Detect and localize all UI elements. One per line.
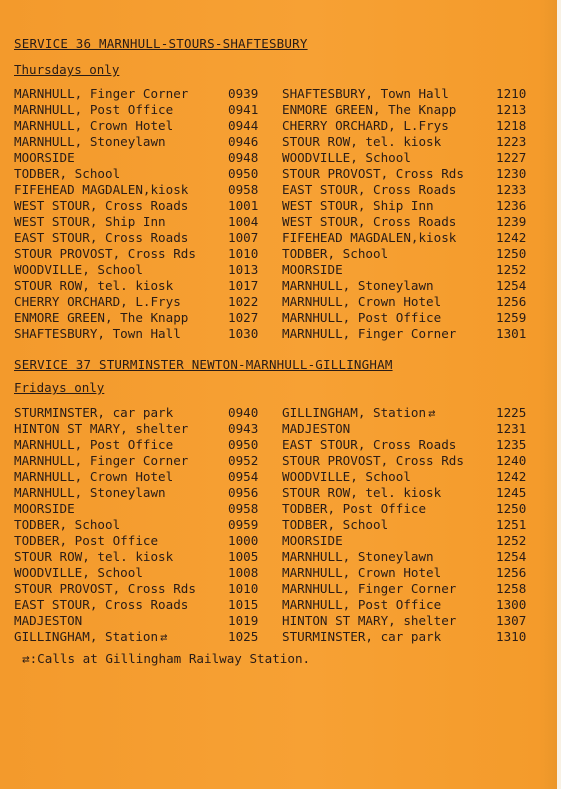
outbound-stop-text: STURMINSTER, car park bbox=[14, 405, 174, 420]
outbound-stop bbox=[14, 310, 188, 325]
outbound-time-text: 1025 bbox=[228, 629, 259, 644]
return-time bbox=[496, 501, 526, 516]
return-stop-text: STOUR PROVOST, Cross Rds bbox=[282, 453, 464, 468]
return-stop bbox=[282, 262, 343, 277]
return-stop bbox=[282, 453, 464, 468]
return-stop bbox=[282, 405, 435, 420]
return-stop bbox=[282, 118, 449, 133]
outbound-time bbox=[228, 549, 258, 564]
outbound-time-text: 0959 bbox=[228, 517, 259, 532]
return-stop bbox=[282, 278, 434, 293]
outbound-time bbox=[228, 134, 258, 149]
outbound-time bbox=[228, 86, 258, 101]
outbound-time-text: 1013 bbox=[228, 262, 259, 277]
return-stop bbox=[282, 166, 464, 181]
outbound-stop-text: MOORSIDE bbox=[14, 150, 75, 165]
timetable-row bbox=[14, 166, 534, 182]
outbound-stop bbox=[14, 501, 75, 516]
return-time-text: 1301 bbox=[496, 326, 527, 341]
outbound-time-text: 0939 bbox=[228, 86, 259, 101]
return-stop bbox=[282, 629, 441, 644]
outbound-time-text: 1027 bbox=[228, 310, 259, 325]
footnote bbox=[22, 651, 310, 666]
return-stop bbox=[282, 102, 456, 117]
return-time-text: 1240 bbox=[496, 453, 527, 468]
outbound-stop bbox=[14, 405, 173, 420]
return-stop bbox=[282, 613, 456, 628]
service36-days: Thursdays only bbox=[14, 62, 120, 77]
return-time-text: 1252 bbox=[496, 262, 527, 277]
outbound-time-text: 0950 bbox=[228, 166, 259, 181]
outbound-time bbox=[228, 230, 258, 245]
outbound-stop bbox=[14, 166, 120, 181]
outbound-stop-text: MARNHULL, Crown Hotel bbox=[14, 469, 174, 484]
return-time-text: 1242 bbox=[496, 230, 527, 245]
outbound-time-text: 0940 bbox=[228, 405, 259, 420]
return-stop-text: MARNHULL, Post Office bbox=[282, 310, 442, 325]
return-stop-text: STOUR PROVOST, Cross Rds bbox=[282, 166, 464, 181]
outbound-stop-text: MADJESTON bbox=[14, 613, 83, 628]
return-time-text: 1213 bbox=[496, 102, 527, 117]
outbound-stop-text: MARNHULL, Post Office bbox=[14, 102, 174, 117]
outbound-time-text: 0948 bbox=[228, 150, 259, 165]
outbound-time-text: 1005 bbox=[228, 549, 259, 564]
return-stop-text: MARNHULL, Finger Corner bbox=[282, 326, 457, 341]
outbound-stop bbox=[14, 517, 120, 532]
return-time bbox=[496, 549, 526, 564]
outbound-time bbox=[228, 198, 258, 213]
outbound-stop-text: STOUR ROW, tel. kiosk bbox=[14, 278, 174, 293]
outbound-stop-text: MARNHULL, Post Office bbox=[14, 437, 174, 452]
outbound-stop bbox=[14, 278, 173, 293]
return-time bbox=[496, 421, 526, 436]
outbound-time-text: 1015 bbox=[228, 597, 259, 612]
outbound-time-text: 0952 bbox=[228, 453, 259, 468]
outbound-stop bbox=[14, 150, 75, 165]
paper-edge bbox=[557, 0, 561, 789]
timetable-row bbox=[14, 565, 534, 581]
outbound-stop bbox=[14, 533, 158, 548]
timetable-row bbox=[14, 613, 534, 629]
outbound-stop bbox=[14, 118, 173, 133]
outbound-stop-text: MARNHULL, Stoneylawn bbox=[14, 134, 166, 149]
return-stop-text: WEST STOUR, Ship Inn bbox=[282, 198, 434, 213]
return-time-text: 1242 bbox=[496, 469, 527, 484]
outbound-stop bbox=[14, 198, 188, 213]
return-time bbox=[496, 533, 526, 548]
return-stop-text: TODBER, School bbox=[282, 517, 389, 532]
outbound-time bbox=[228, 629, 258, 644]
timetable-row bbox=[14, 198, 534, 214]
return-time bbox=[496, 198, 526, 213]
outbound-time bbox=[228, 517, 258, 532]
outbound-time bbox=[228, 565, 258, 580]
return-stop-text: MARNHULL, Stoneylawn bbox=[282, 278, 434, 293]
outbound-time bbox=[228, 581, 258, 596]
outbound-stop-text: CHERRY ORCHARD, L.Frys bbox=[14, 294, 181, 309]
return-stop-text: WOODVILLE, School bbox=[282, 469, 411, 484]
return-stop bbox=[282, 198, 434, 213]
outbound-time-text: 0958 bbox=[228, 501, 259, 516]
service37-title: SERVICE 37 STURMINSTER NEWTON-MARNHULL-GILLINGHAM bbox=[14, 357, 393, 372]
outbound-stop bbox=[14, 134, 166, 149]
timetable-row bbox=[14, 118, 534, 134]
timetable-row bbox=[14, 437, 534, 453]
return-stop bbox=[282, 469, 411, 484]
train-symbol-icon: ⇄ bbox=[160, 630, 168, 644]
service36-title: SERVICE 36 MARNHULL-STOURS-SHAFTESBURY bbox=[14, 36, 308, 51]
return-stop-text: FIFEHEAD MAGDALEN,kiosk bbox=[282, 230, 457, 245]
service36-table bbox=[14, 86, 534, 342]
return-time-text: 1310 bbox=[496, 629, 527, 644]
return-stop-text: EAST STOUR, Cross Roads bbox=[282, 182, 457, 197]
outbound-stop bbox=[14, 182, 188, 197]
outbound-stop-text: MARNHULL, Finger Corner bbox=[14, 453, 189, 468]
return-time bbox=[496, 102, 526, 117]
outbound-time bbox=[228, 294, 258, 309]
return-time-text: 1254 bbox=[496, 549, 527, 564]
return-time bbox=[496, 294, 526, 309]
return-stop bbox=[282, 134, 441, 149]
return-stop-text: WEST STOUR, Cross Roads bbox=[282, 214, 457, 229]
outbound-stop-text: STOUR PROVOST, Cross Rds bbox=[14, 581, 196, 596]
outbound-stop-text: HINTON ST MARY, shelter bbox=[14, 421, 189, 436]
outbound-time bbox=[228, 485, 258, 500]
return-stop-text: MOORSIDE bbox=[282, 533, 343, 548]
outbound-stop bbox=[14, 262, 143, 277]
return-stop bbox=[282, 597, 441, 612]
return-stop-text: CHERRY ORCHARD, L.Frys bbox=[282, 118, 449, 133]
timetable-row bbox=[14, 182, 534, 198]
outbound-time bbox=[228, 166, 258, 181]
timetable-row bbox=[14, 517, 534, 533]
return-time bbox=[496, 86, 526, 101]
return-time-text: 1223 bbox=[496, 134, 527, 149]
outbound-time-text: 0958 bbox=[228, 182, 259, 197]
outbound-stop-text: STOUR PROVOST, Cross Rds bbox=[14, 246, 196, 261]
return-time bbox=[496, 565, 526, 580]
outbound-time-text: 1022 bbox=[228, 294, 259, 309]
outbound-time-text: 0946 bbox=[228, 134, 259, 149]
timetable-row bbox=[14, 214, 534, 230]
return-stop bbox=[282, 581, 456, 596]
return-time-text: 1235 bbox=[496, 437, 527, 452]
outbound-time bbox=[228, 469, 258, 484]
outbound-stop bbox=[14, 326, 181, 341]
outbound-time-text: 0954 bbox=[228, 469, 259, 484]
outbound-time bbox=[228, 437, 258, 452]
outbound-stop bbox=[14, 230, 188, 245]
outbound-stop-text: WOODVILLE, School bbox=[14, 565, 143, 580]
outbound-stop-text: GILLINGHAM, Station bbox=[14, 629, 159, 644]
timetable-row bbox=[14, 262, 534, 278]
service37-days: Fridays only bbox=[14, 380, 105, 395]
return-stop-text: TODBER, Post Office bbox=[282, 501, 427, 516]
return-stop-text: HINTON ST MARY, shelter bbox=[282, 613, 457, 628]
return-stop-text: STOUR ROW, tel. kiosk bbox=[282, 134, 442, 149]
outbound-time-text: 1030 bbox=[228, 326, 259, 341]
outbound-time-text: 1010 bbox=[228, 246, 259, 261]
outbound-stop-text: TODBER, Post Office bbox=[14, 533, 159, 548]
outbound-stop bbox=[14, 549, 173, 564]
outbound-time-text: 0956 bbox=[228, 485, 259, 500]
outbound-stop bbox=[14, 437, 173, 452]
return-stop-text: TODBER, School bbox=[282, 246, 389, 261]
return-time-text: 1239 bbox=[496, 214, 527, 229]
timetable-row bbox=[14, 86, 534, 102]
outbound-stop bbox=[14, 86, 188, 101]
return-time bbox=[496, 405, 526, 420]
return-time-text: 1250 bbox=[496, 246, 527, 261]
return-time bbox=[496, 437, 526, 452]
return-stop-text: MARNHULL, Post Office bbox=[282, 597, 442, 612]
timetable-row bbox=[14, 326, 534, 342]
timetable-row bbox=[14, 310, 534, 326]
return-time bbox=[496, 118, 526, 133]
return-time-text: 1256 bbox=[496, 294, 527, 309]
outbound-time bbox=[228, 613, 258, 628]
outbound-time-text: 1000 bbox=[228, 533, 259, 548]
outbound-stop-text: MARNHULL, Crown Hotel bbox=[14, 118, 174, 133]
timetable-row bbox=[14, 597, 534, 613]
outbound-time-text: 0941 bbox=[228, 102, 259, 117]
return-stop bbox=[282, 533, 343, 548]
timetable-row bbox=[14, 501, 534, 517]
timetable-row bbox=[14, 421, 534, 437]
outbound-time bbox=[228, 453, 258, 468]
return-stop bbox=[282, 214, 456, 229]
outbound-stop bbox=[14, 485, 166, 500]
return-time bbox=[496, 278, 526, 293]
train-symbol-icon: ⇄ bbox=[22, 651, 30, 666]
return-time bbox=[496, 581, 526, 596]
return-time bbox=[496, 182, 526, 197]
outbound-stop-text: STOUR ROW, tel. kiosk bbox=[14, 549, 174, 564]
footnote-text: :Calls at Gillingham Railway Station. bbox=[29, 651, 311, 666]
return-stop-text: MARNHULL, Finger Corner bbox=[282, 581, 457, 596]
outbound-time-text: 0944 bbox=[228, 118, 259, 133]
return-time bbox=[496, 517, 526, 532]
outbound-time bbox=[228, 278, 258, 293]
timetable-row bbox=[14, 485, 534, 501]
outbound-time-text: 0943 bbox=[228, 421, 259, 436]
return-stop bbox=[282, 549, 434, 564]
return-time-text: 1225 bbox=[496, 405, 527, 420]
return-stop bbox=[282, 182, 456, 197]
return-stop bbox=[282, 421, 350, 436]
timetable-row bbox=[14, 246, 534, 262]
return-stop-text: GILLINGHAM, Station bbox=[282, 405, 427, 420]
return-time-text: 1256 bbox=[496, 565, 527, 580]
return-stop-text: MADJESTON bbox=[282, 421, 351, 436]
outbound-stop-text: EAST STOUR, Cross Roads bbox=[14, 597, 189, 612]
outbound-stop-text: TODBER, School bbox=[14, 166, 121, 181]
outbound-time-text: 1008 bbox=[228, 565, 259, 580]
return-stop-text: WOODVILLE, School bbox=[282, 150, 411, 165]
return-stop-text: STOUR ROW, tel. kiosk bbox=[282, 485, 442, 500]
return-time-text: 1233 bbox=[496, 182, 527, 197]
outbound-stop-text: ENMORE GREEN, The Knapp bbox=[14, 310, 189, 325]
timetable-row bbox=[14, 533, 534, 549]
timetable-row bbox=[14, 453, 534, 469]
return-time-text: 1259 bbox=[496, 310, 527, 325]
return-stop-text: ENMORE GREEN, The Knapp bbox=[282, 102, 457, 117]
return-time-text: 1231 bbox=[496, 421, 527, 436]
return-time-text: 1218 bbox=[496, 118, 527, 133]
return-stop-text: MARNHULL, Crown Hotel bbox=[282, 294, 442, 309]
return-stop bbox=[282, 517, 388, 532]
outbound-stop-text: WEST STOUR, Ship Inn bbox=[14, 214, 166, 229]
return-stop bbox=[282, 294, 441, 309]
return-time-text: 1230 bbox=[496, 166, 527, 181]
outbound-stop bbox=[14, 102, 173, 117]
return-time bbox=[496, 597, 526, 612]
return-stop bbox=[282, 326, 456, 341]
return-time bbox=[496, 613, 526, 628]
timetable-row bbox=[14, 405, 534, 421]
return-time-text: 1245 bbox=[496, 485, 527, 500]
outbound-time bbox=[228, 102, 258, 117]
outbound-stop bbox=[14, 597, 188, 612]
return-time bbox=[496, 246, 526, 261]
outbound-stop bbox=[14, 581, 196, 596]
timetable-row bbox=[14, 581, 534, 597]
return-stop-text: MOORSIDE bbox=[282, 262, 343, 277]
outbound-stop bbox=[14, 469, 173, 484]
outbound-stop-text: MARNHULL, Stoneylawn bbox=[14, 485, 166, 500]
timetable-row bbox=[14, 294, 534, 310]
return-time bbox=[496, 629, 526, 644]
return-time-text: 1254 bbox=[496, 278, 527, 293]
return-time-text: 1307 bbox=[496, 613, 527, 628]
return-time-text: 1252 bbox=[496, 533, 527, 548]
outbound-stop bbox=[14, 565, 143, 580]
outbound-time bbox=[228, 262, 258, 277]
return-time bbox=[496, 134, 526, 149]
outbound-time-text: 0950 bbox=[228, 437, 259, 452]
outbound-stop-text: WOODVILLE, School bbox=[14, 262, 143, 277]
outbound-time bbox=[228, 310, 258, 325]
return-stop-text: MARNHULL, Stoneylawn bbox=[282, 549, 434, 564]
return-stop bbox=[282, 246, 388, 261]
outbound-time bbox=[228, 182, 258, 197]
outbound-time-text: 1001 bbox=[228, 198, 259, 213]
outbound-time-text: 1019 bbox=[228, 613, 259, 628]
outbound-time-text: 1004 bbox=[228, 214, 259, 229]
return-time bbox=[496, 310, 526, 325]
outbound-time-text: 1010 bbox=[228, 581, 259, 596]
return-time bbox=[496, 230, 526, 245]
outbound-stop-text: TODBER, School bbox=[14, 517, 121, 532]
return-stop bbox=[282, 150, 411, 165]
outbound-stop-text: FIFEHEAD MAGDALEN,kiosk bbox=[14, 182, 189, 197]
outbound-time bbox=[228, 421, 258, 436]
outbound-stop bbox=[14, 453, 188, 468]
return-stop bbox=[282, 86, 449, 101]
outbound-stop-text: EAST STOUR, Cross Roads bbox=[14, 230, 189, 245]
return-time-text: 1258 bbox=[496, 581, 527, 596]
outbound-stop-text: WEST STOUR, Cross Roads bbox=[14, 198, 189, 213]
outbound-time bbox=[228, 597, 258, 612]
outbound-stop bbox=[14, 421, 188, 436]
outbound-time bbox=[228, 246, 258, 261]
return-time bbox=[496, 214, 526, 229]
return-stop-text: STURMINSTER, car park bbox=[282, 629, 442, 644]
return-time bbox=[496, 469, 526, 484]
outbound-time bbox=[228, 405, 258, 420]
outbound-stop-text: MOORSIDE bbox=[14, 501, 75, 516]
return-time-text: 1236 bbox=[496, 198, 527, 213]
return-time-text: 1300 bbox=[496, 597, 527, 612]
return-stop bbox=[282, 230, 456, 245]
return-time-text: 1250 bbox=[496, 501, 527, 516]
timetable-row bbox=[14, 102, 534, 118]
outbound-time-text: 1007 bbox=[228, 230, 259, 245]
return-time-text: 1210 bbox=[496, 86, 527, 101]
service37-table bbox=[14, 405, 534, 645]
outbound-stop bbox=[14, 246, 196, 261]
outbound-stop bbox=[14, 613, 82, 628]
outbound-stop-text: SHAFTESBURY, Town Hall bbox=[14, 326, 181, 341]
outbound-stop bbox=[14, 629, 167, 644]
return-stop bbox=[282, 565, 441, 580]
return-stop bbox=[282, 485, 441, 500]
return-stop-text: SHAFTESBURY, Town Hall bbox=[282, 86, 449, 101]
return-stop bbox=[282, 501, 426, 516]
return-stop bbox=[282, 310, 441, 325]
outbound-time bbox=[228, 501, 258, 516]
return-time bbox=[496, 326, 526, 341]
outbound-time bbox=[228, 150, 258, 165]
outbound-stop-text: MARNHULL, Finger Corner bbox=[14, 86, 189, 101]
return-stop-text: EAST STOUR, Cross Roads bbox=[282, 437, 457, 452]
timetable-row bbox=[14, 469, 534, 485]
return-time-text: 1227 bbox=[496, 150, 527, 165]
outbound-time bbox=[228, 533, 258, 548]
train-symbol-icon: ⇄ bbox=[428, 406, 436, 420]
return-time bbox=[496, 150, 526, 165]
timetable-row bbox=[14, 134, 534, 150]
outbound-stop bbox=[14, 214, 166, 229]
timetable-row bbox=[14, 629, 534, 645]
outbound-stop bbox=[14, 294, 181, 309]
outbound-time bbox=[228, 326, 258, 341]
outbound-time bbox=[228, 118, 258, 133]
outbound-time bbox=[228, 214, 258, 229]
timetable-row bbox=[14, 278, 534, 294]
outbound-time-text: 1017 bbox=[228, 278, 259, 293]
timetable-row bbox=[14, 549, 534, 565]
return-time-text: 1251 bbox=[496, 517, 527, 532]
timetable-row bbox=[14, 150, 534, 166]
return-time bbox=[496, 262, 526, 277]
return-stop-text: MARNHULL, Crown Hotel bbox=[282, 565, 442, 580]
return-stop bbox=[282, 437, 456, 452]
return-time bbox=[496, 485, 526, 500]
return-time bbox=[496, 453, 526, 468]
return-time bbox=[496, 166, 526, 181]
timetable-row bbox=[14, 230, 534, 246]
